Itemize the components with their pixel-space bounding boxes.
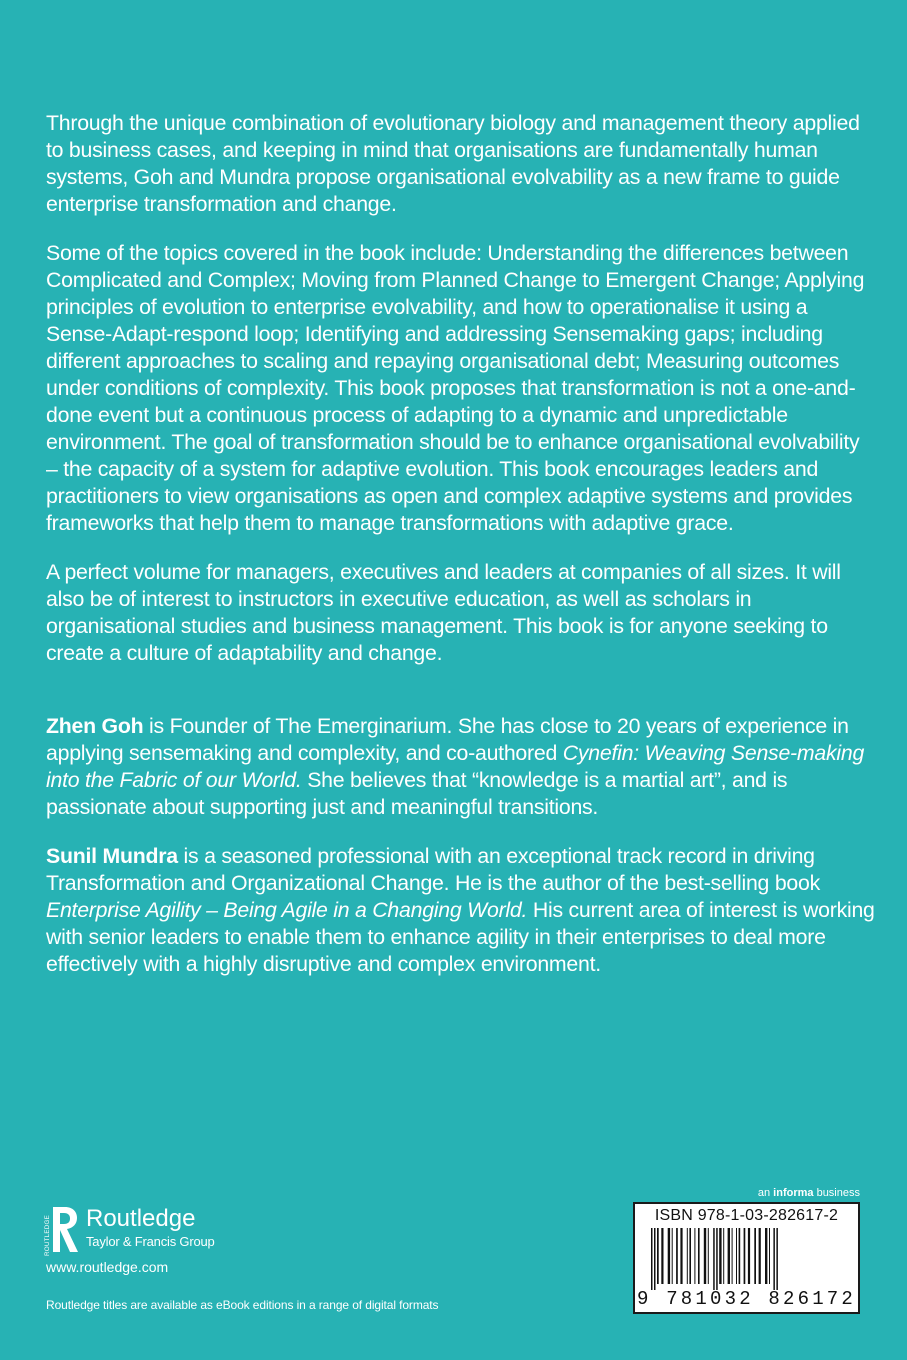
- publisher-group: Taylor & Francis Group: [86, 1234, 215, 1249]
- barcode-bar: [723, 1228, 724, 1284]
- author-bio-2-text-a: is a seasoned professional with an exceptional track record in driving Transformation and Organizational Change. He is the author of the best-selling book: [46, 844, 821, 895]
- barcode-bar: [708, 1228, 709, 1284]
- barcode-bar: [694, 1228, 695, 1284]
- informa-brand: informa: [773, 1187, 814, 1199]
- barcode-guard-bar: [776, 1228, 778, 1290]
- author-name-1: Zhen Goh: [46, 714, 144, 738]
- barcode-bar: [668, 1228, 670, 1284]
- publisher-name: Routledge: [86, 1205, 196, 1232]
- barcode-bar: [657, 1228, 659, 1284]
- barcode-bar: [744, 1228, 746, 1284]
- barcode-bar: [676, 1228, 678, 1284]
- author-bio-2-text-b: His current area of interest is working with senior leaders to enable them to enhance agility in their enterprises to deal more effectively with a highly disruptive and complex environment.: [46, 898, 875, 976]
- blurb-paragraph-2: Some of the topics covered in the book include: Understanding the differences between Complicated and Complex; Moving from Planned Change to Emergent Change; Applying principles of evolution to enterprise evolvability, and how to operationalise it using a Sense-Adapt-respond loop; Identifying and addressing Sensemaking gaps; including different approaches to scaling and repaying organisational debt; Measuring outcomes under conditions of complexity. This book proposes that transformation is not a one-and- done event but a continuous process of adapting to a dynamic and unpredictable environment. The goal of transformation should be to enhance organisational evolvability – the capacity of a system for adaptive evolution. This book encourages leaders and practitioners to view organisations as open and complex adaptive systems and provides frameworks that help them to manage transformations with adaptive grace.: [46, 241, 865, 535]
- barcode-bar: [754, 1228, 756, 1284]
- barcode-bar: [698, 1228, 700, 1284]
- barcode-bar: [719, 1228, 721, 1284]
- author-book-1: Cynefin: Weaving Sense-making into the Fabric of our World.: [46, 741, 865, 792]
- ebook-note: Routledge titles are available as eBook editions in a range of digital formats: [46, 1298, 439, 1312]
- barcode-bar: [765, 1228, 767, 1284]
- informa-prefix: an: [757, 1187, 774, 1199]
- barcode-bar: [748, 1228, 750, 1284]
- barcode-bar: [704, 1228, 706, 1284]
- isbn-barcode: [633, 1202, 860, 1314]
- routledge-logo-icon: [40, 1204, 80, 1256]
- barcode-guard-bar: [651, 1228, 653, 1290]
- barcode-guard-bar: [713, 1228, 715, 1290]
- author-bio-1-text-b: She believes that “knowledge is a martial art”, and is passionate about supporting just and meaningful transitions.: [46, 768, 788, 819]
- barcode-bar: [769, 1228, 770, 1284]
- barcode-digits: 9 781032 826172: [636, 1288, 857, 1310]
- isbn-label: ISBN 978-1-03-282617-2: [654, 1207, 839, 1224]
- informa-suffix: business: [813, 1187, 860, 1199]
- back-cover-blurb: [46, 110, 876, 1000]
- publisher-logo: [40, 1200, 300, 1260]
- informa-tagline: [600, 1186, 860, 1200]
- barcode-bar: [728, 1228, 730, 1284]
- barcode-bar: [687, 1228, 688, 1284]
- author-bio-1-text-a: is Founder of The Emerginarium. She has close to 20 years of experience in applying sensemaking and complexity, and co-authored: [46, 714, 849, 765]
- barcode-bar: [736, 1228, 737, 1284]
- barcode-guard-bar: [773, 1228, 775, 1290]
- barcode-bar: [732, 1228, 733, 1284]
- blurb-paragraph-3: A perfect volume for managers, executives and leaders at companies of all sizes. It will also be of interest to instructors in executive education, as well as scholars in organisational studies and business management. This book is for anyone seeking to create a culture of adaptability and change.: [46, 560, 841, 665]
- barcode-bar: [661, 1228, 663, 1284]
- barcode-bar: [689, 1228, 691, 1284]
- blurb-paragraph-1: Through the unique combination of evolutionary biology and management theory applied to business cases, and keeping in mind that organisations are fundamentally human systems, Goh and Mundra propose organisational evolvability as a new frame to guide enterprise transformation and change.: [46, 111, 860, 216]
- barcode-guard-bar: [654, 1228, 656, 1290]
- barcode-bar: [759, 1228, 761, 1284]
- barcode-guard-bar: [716, 1228, 718, 1290]
- author-name-2: Sunil Mundra: [46, 844, 178, 868]
- barcode-bar: [739, 1228, 741, 1284]
- author-book-2: Enterprise Agility – Being Agile in a Changing World.: [46, 898, 528, 922]
- author-bio-1: [46, 713, 876, 821]
- barcode-bars: [643, 1228, 850, 1290]
- barcode-bar: [672, 1228, 673, 1284]
- logo-vertical-text: ROUTLEDGE: [44, 1215, 51, 1256]
- barcode-bar: [680, 1228, 682, 1284]
- author-bio-2: [46, 843, 876, 978]
- publisher-website: www.routledge.com: [46, 1259, 169, 1275]
